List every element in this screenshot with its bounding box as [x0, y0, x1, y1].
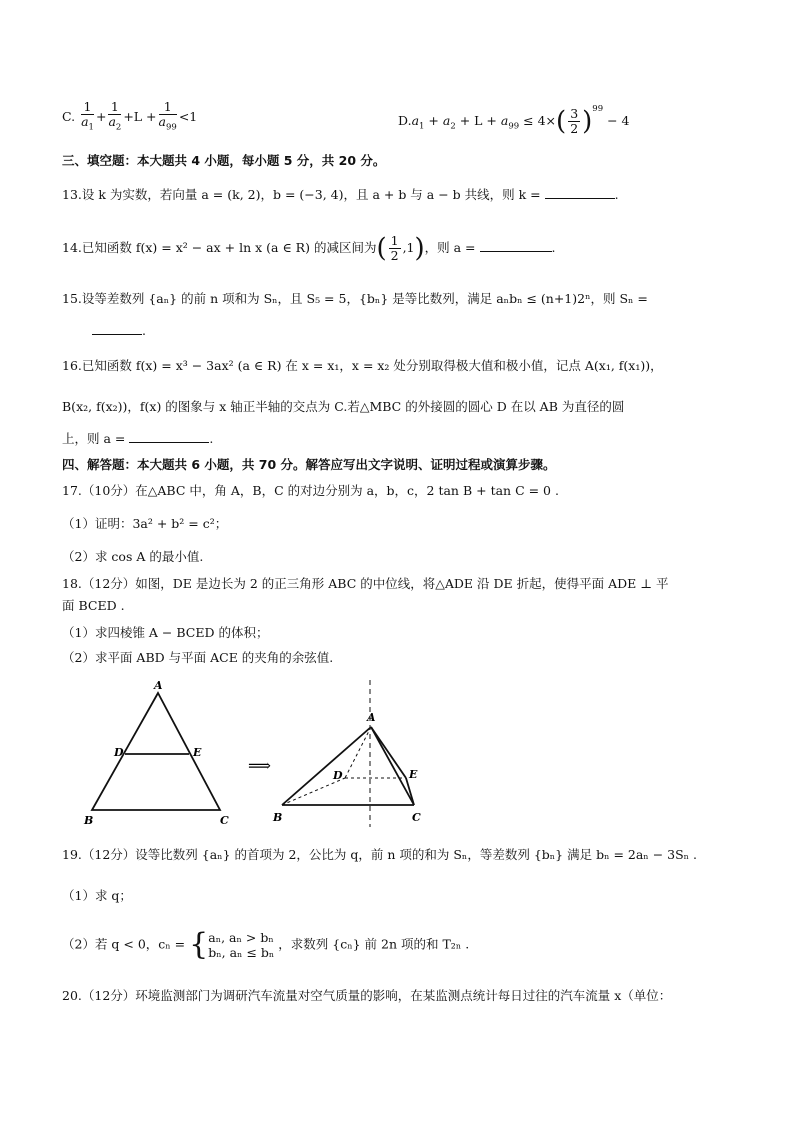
label-c-left: C [220, 814, 229, 827]
label-d-right: D [333, 769, 343, 782]
question-19-stem: 19.（12分）设等比数列 {aₙ} 的首项为 2，公比为 q，前 n 项的和为 Sₙ，等差数列 {bₙ} 满足 bₙ = 2aₙ − 3Sₙ . [62, 847, 698, 862]
question-19-part-2: （2）若 q < 0，cₙ = {aₙ, aₙ > bₙ bₙ, aₙ ≤ bₙ ，求数列 {cₙ} 前 2n 项的和 T₂ₙ . [62, 927, 470, 962]
question-18-part-1: （1）求四棱锥 A − BCED 的体积； [62, 625, 269, 640]
question-17-part-1: （1）证明：3a² + b² = c²； [62, 516, 228, 531]
answer-blank[interactable] [480, 241, 552, 252]
fraction: $\frac{1}{2}$ [390, 233, 399, 263]
fraction: $\frac{1}{a_2}$ [108, 99, 122, 133]
transform-arrow-icon: ⟹ [248, 756, 271, 775]
label-b-left: B [84, 814, 94, 827]
label-a-left: A [154, 679, 163, 692]
question-18-stem-1: 18.（12分）如图，DE 是边长为 2 的正三角形 ABC 的中位线，将△ADE 沿 DE 折起，使得平面 ADE ⊥ 平 [62, 576, 669, 591]
answer-blank[interactable] [92, 324, 142, 335]
section-4-heading: 四、解答题：本大题共 6 小题，共 70 分。解答应写出文字说明、证明过程或演算步骤。 [62, 457, 556, 472]
edge-ad [345, 727, 371, 778]
label-b-right: B [273, 811, 283, 824]
question-18-stem-2: 面 BCED . [62, 598, 125, 613]
question-16-line-1: 16.已知函数 f(x) = x³ − 3ax² (a ∈ R) 在 x = x₁，x = x₂ 处分别取得极大值和极小值，记点 A(x₁, f(x₁))， [62, 358, 663, 373]
geometry-figure [70, 675, 450, 830]
question-15-blank: . [92, 322, 146, 340]
option-c: C. $\frac{1}{a_1}$ + $\frac{1}{a_2}$ +L + $\frac{1}{a_{99}}$ <1 [62, 99, 198, 133]
piecewise-cases: aₙ, aₙ > bₙ bₙ, aₙ ≤ bₙ [208, 930, 275, 960]
question-18-part-2: （2）求平面 ABD 与平面 ACE 的夹角的余弦值. [62, 650, 334, 665]
fraction: $\frac{1}{a_1}$ [81, 99, 94, 133]
question-14: 14.已知函数 f(x) = x² − ax + ln x (a ∈ R) 的减区间为( $\frac{1}{2}$ ,1)，则 a = . [62, 233, 556, 264]
label-c-right: C [412, 811, 421, 824]
question-17-stem: 17.（10分）在△ABC 中，角 A，B，C 的对边分别为 a，b，c，2 tan B + tan C = 0 . [62, 483, 559, 498]
option-d: $D.a_1 + a_2 + L + a_{99} \le 4\times$( $\frac{3}{2}$ )$^{99}$ − 4 [398, 104, 630, 137]
answer-blank[interactable] [129, 432, 209, 443]
fraction: $\frac{1}{a_{99}}$ [158, 99, 177, 133]
label-e-left: E [193, 746, 202, 759]
question-13: 13.设 k 为实数，若向量 a = (k, 2)，b = (−3, 4)，且 a + b 与 a − b 共线，则 k = . [62, 187, 619, 202]
question-16-line-3: 上，则 a = . [62, 431, 214, 446]
question-19-part-1: （1）求 q； [62, 888, 132, 903]
question-17-part-2: （2）求 cos A 的最小值. [62, 549, 204, 564]
question-16-line-2: B(x₂, f(x₂))，f(x) 的图象与 x 轴正半轴的交点为 C.若△MBC 的外接圆的圆心 D 在以 AB 为直径的圆 [62, 399, 625, 414]
label-a-right: A [367, 711, 376, 724]
answer-blank[interactable] [545, 188, 615, 199]
label-d-left: D [114, 746, 124, 759]
fraction: $\frac{3}{2}$ [570, 106, 579, 136]
edge-ac [371, 727, 414, 805]
label-e-right: E [409, 768, 418, 781]
question-20: 20.（12分）环境监测部门为调研汽车流量对空气质量的影响，在某监测点统计每日过往的汽车流量 x（单位： [62, 988, 672, 1003]
section-3-heading: 三、填空题：本大题共 4 小题，每小题 5 分，共 20 分。 [62, 153, 386, 168]
edge-bd [282, 778, 345, 805]
question-15: 15.设等差数列 {aₙ} 的前 n 项和为 Sₙ，且 S₅ = 5，{bₙ} 是等比数列，满足 aₙbₙ ≤ (n+1)2ⁿ，则 Sₙ = [62, 291, 648, 306]
edge-ae [371, 727, 406, 778]
edge-ab [282, 727, 371, 805]
